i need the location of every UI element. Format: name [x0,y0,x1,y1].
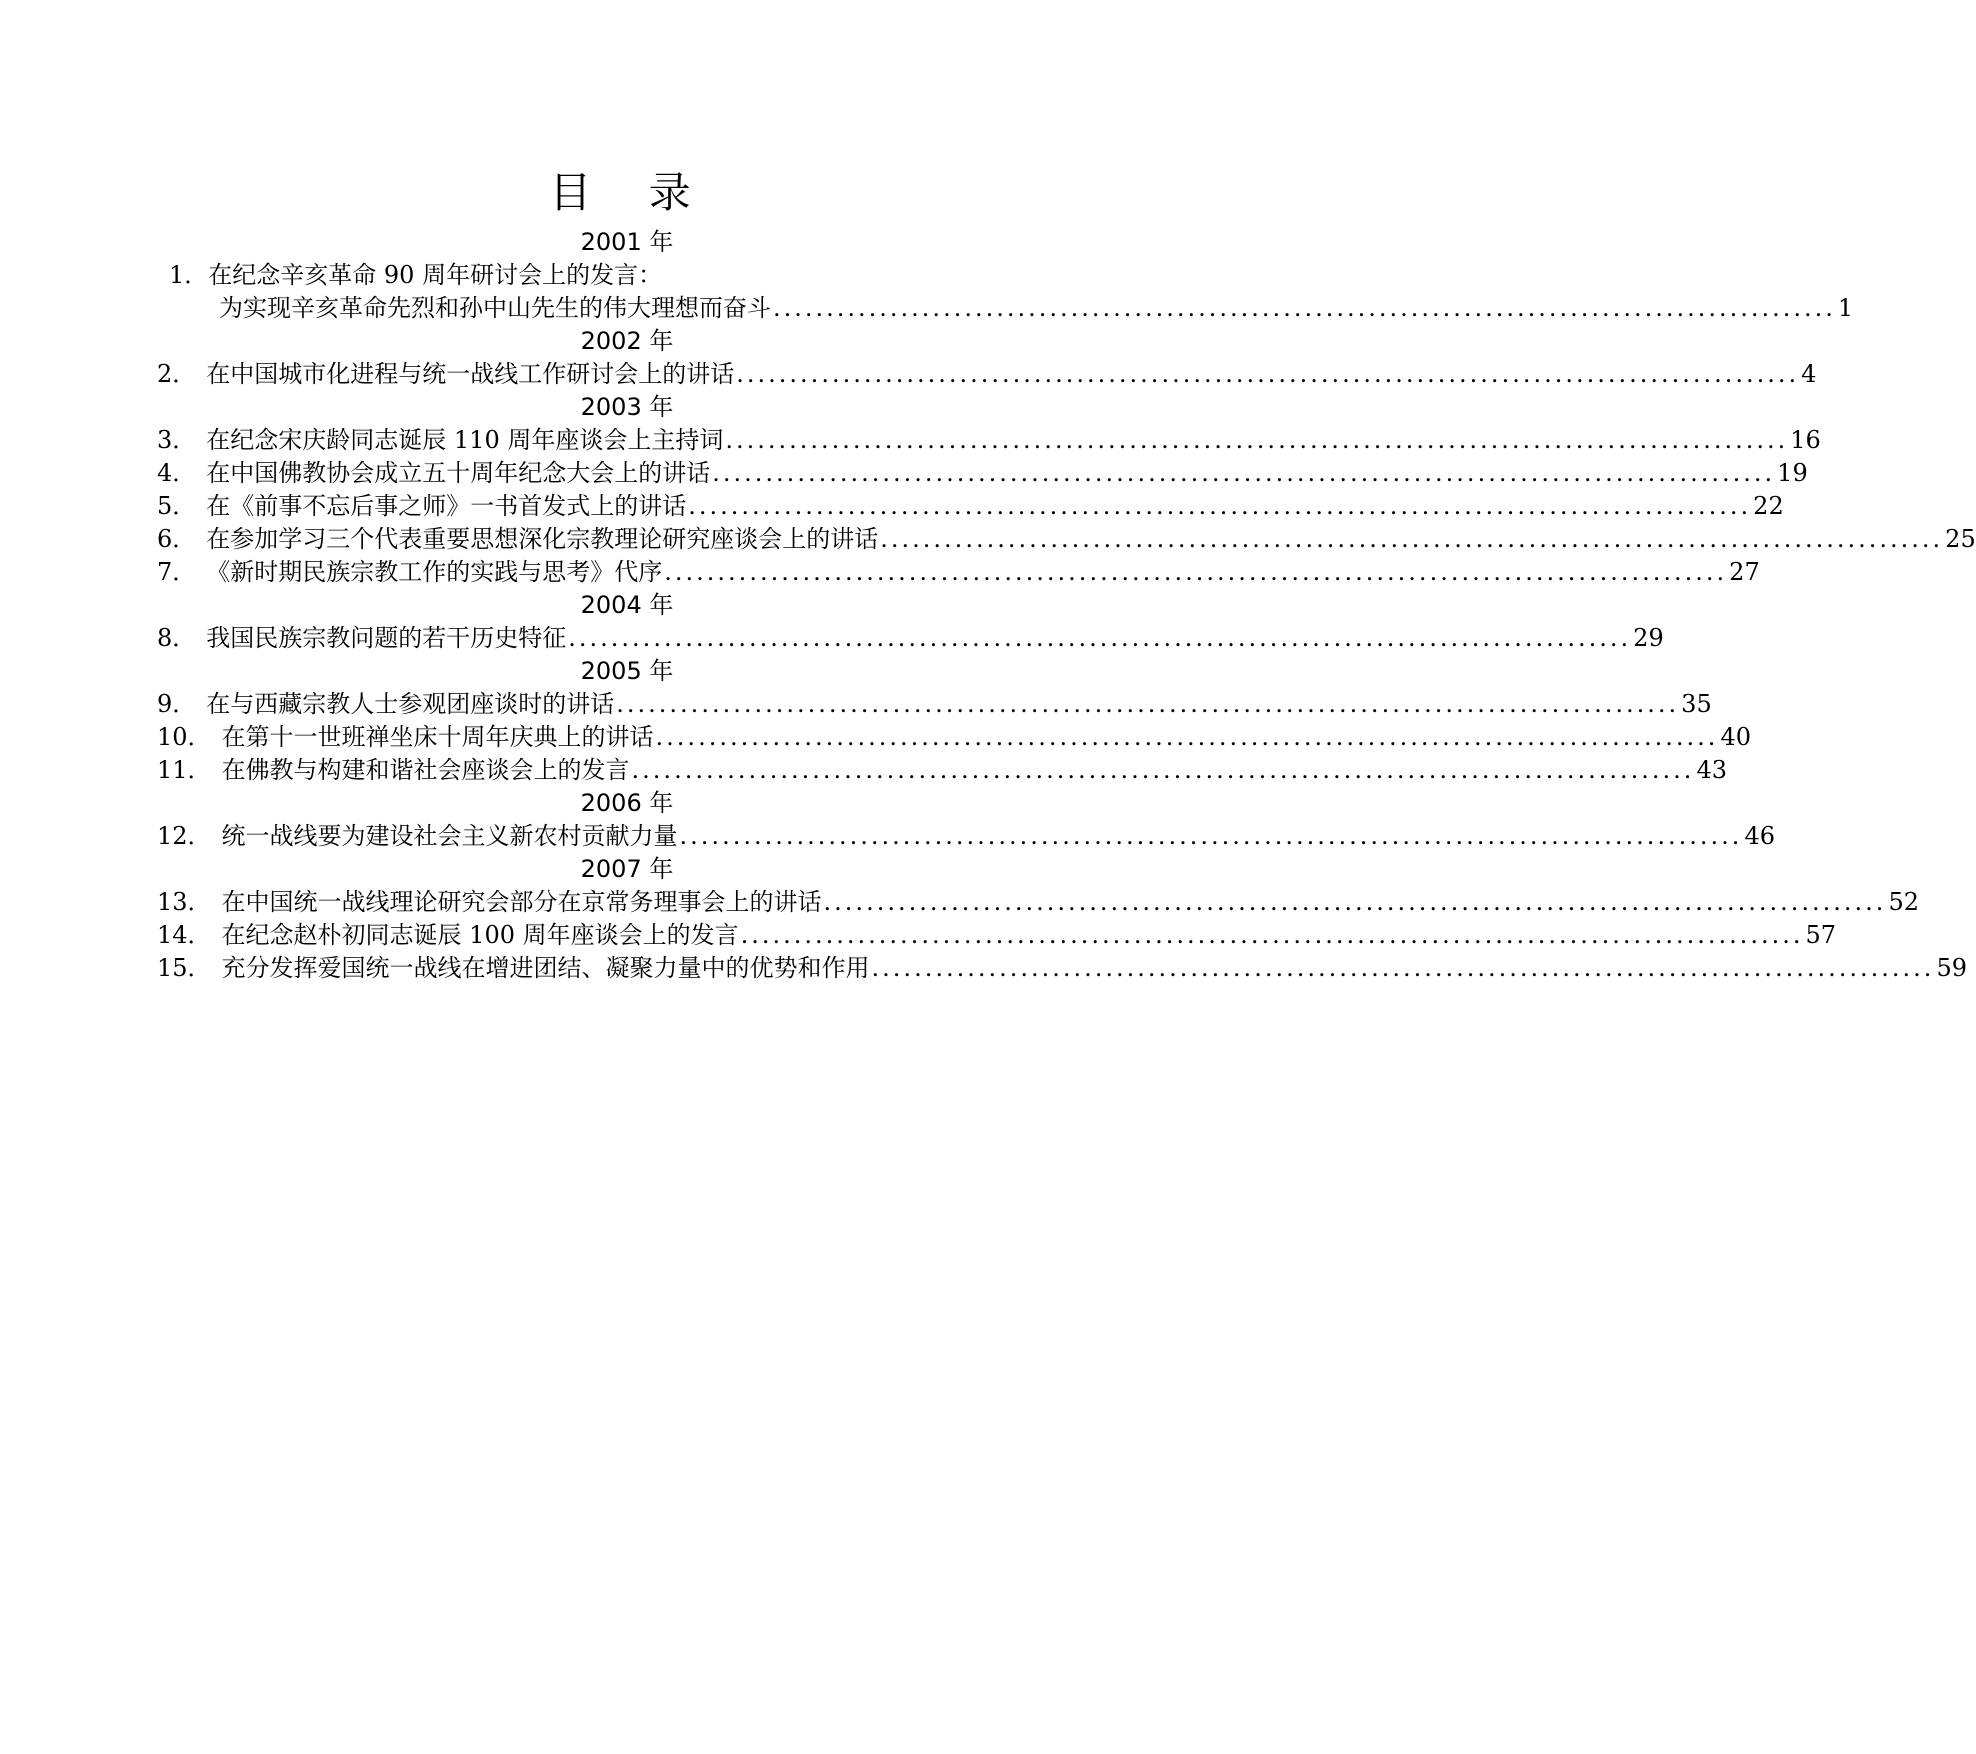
dot-leader: .................................................................................................... [773,294,1836,322]
year-heading: 2003 年 [580,393,674,421]
toc-entry-line1 [157,259,1159,292]
entry-title: 在与西藏宗教人士参观团座谈时的讲话 [206,690,615,718]
year-heading: 2005 年 [580,657,674,685]
entry-title: 在《前事不忘后事之师》一书首发式上的讲话 [206,492,687,520]
entry-page-number: 16 [1790,426,1821,454]
toc-entry[interactable] [157,490,1784,523]
toc-entry[interactable] [157,358,1817,391]
toc-entry[interactable] [157,820,1775,853]
dot-leader: .................................................................................................... [631,756,1695,784]
year-heading: 2006 年 [580,789,674,817]
entry-number: 11． [157,756,212,784]
toc-entry[interactable] [157,424,1821,457]
entry-page-number: 52 [1888,888,1919,916]
entry-page-number: 40 [1720,723,1751,751]
dot-leader: .................................................................................................... [880,525,1944,553]
dot-leader: .................................................................................................... [664,558,1728,586]
entry-page-number: 27 [1729,558,1760,586]
entry-number: 10． [157,723,212,751]
entry-number: 14． [157,921,212,949]
entry-title: 在纪念赵朴初同志诞辰 100 周年座谈会上的发言 [221,921,739,949]
entry-page-number: 22 [1753,492,1784,520]
entry-number: 6． [157,525,197,553]
entry-title: 我国民族宗教问题的若干历史特征 [206,624,567,652]
entry-page-number: 29 [1633,624,1664,652]
toc-entry[interactable] [157,919,1837,952]
dot-leader: .................................................................................................... [712,459,1776,487]
toc-entry[interactable] [157,622,1664,655]
entry-number: 12． [157,822,212,850]
entry-title: 《新时期民族宗教工作的实践与思考》代序 [206,558,663,586]
entry-page-number: 43 [1696,756,1727,784]
entry-number: 2． [157,360,197,388]
year-heading: 2007 年 [580,855,674,883]
entry-number: 5． [157,492,197,520]
entry-page-number: 4 [1801,360,1817,388]
toc-entry[interactable] [157,688,1712,721]
year-heading: 2004 年 [580,591,674,619]
entry-title: 在纪念宋庆龄同志诞辰 110 周年座谈会上主持词 [206,426,724,454]
table-of-contents [157,226,1976,985]
dot-leader: .................................................................................................... [823,888,1887,916]
toc-entry[interactable] [157,754,1727,787]
dot-leader: .................................................................................................... [616,690,1680,718]
entry-title: 在中国统一战线理论研究会部分在京常务理事会上的讲话 [221,888,822,916]
entry-number: 15． [157,954,212,982]
toc-entry[interactable] [157,292,1854,325]
entry-page-number: 35 [1681,690,1712,718]
entry-page-number: 25 [1945,525,1976,553]
entry-title-line1: 在纪念辛亥革命 90 周年研讨会上的发言： [208,261,663,289]
toc-entry[interactable] [157,457,1808,490]
dot-leader: .................................................................................................... [568,624,1632,652]
entry-title: 充分发挥爱国统一战线在增进团结、凝聚力量中的优势和作用 [221,954,870,982]
year-heading: 2001 年 [580,228,674,256]
entry-page-number: 19 [1777,459,1808,487]
dot-leader: .................................................................................................... [688,492,1752,520]
entry-title: 在第十一世班禅坐床十周年庆典上的讲话 [221,723,654,751]
entry-title: 为实现辛亥革命先烈和孙中山先生的伟大理想而奋斗 [219,294,771,322]
dot-leader: .................................................................................................... [679,822,1743,850]
page-title: 目 录 [549,168,713,217]
entry-number: 9． [157,690,197,718]
toc-entry[interactable] [157,556,1760,589]
entry-title: 统一战线要为建设社会主义新农村贡献力量 [221,822,678,850]
entry-number: 3． [157,426,197,454]
entry-title: 在中国城市化进程与统一战线工作研讨会上的讲话 [206,360,735,388]
toc-entry[interactable] [157,952,1967,985]
entry-page-number: 1 [1837,294,1854,322]
entry-number: 8． [157,624,197,652]
dot-leader: .................................................................................................... [871,954,1935,982]
entry-title: 在参加学习三个代表重要思想深化宗教理论研究座谈会上的讲话 [206,525,879,553]
dot-leader: .................................................................................................... [725,426,1789,454]
entry-number: 1． [169,261,209,289]
toc-entry[interactable] [157,721,1751,754]
entry-number: 4． [157,459,197,487]
dot-leader: .................................................................................................... [740,921,1804,949]
dot-leader: .................................................................................................... [655,723,1719,751]
toc-entry[interactable] [157,523,1976,556]
entry-title: 在中国佛教协会成立五十周年纪念大会上的讲话 [206,459,711,487]
dot-leader: .................................................................................................... [736,360,1800,388]
entry-page-number: 57 [1805,921,1837,949]
toc-entry[interactable] [157,886,1919,919]
entry-title: 在佛教与构建和谐社会座谈会上的发言 [221,756,630,784]
entry-page-number: 46 [1744,822,1775,850]
entry-number: 13． [157,888,212,916]
year-heading: 2002 年 [580,327,674,355]
entry-page-number: 59 [1936,954,1967,982]
entry-number: 7． [157,558,197,586]
